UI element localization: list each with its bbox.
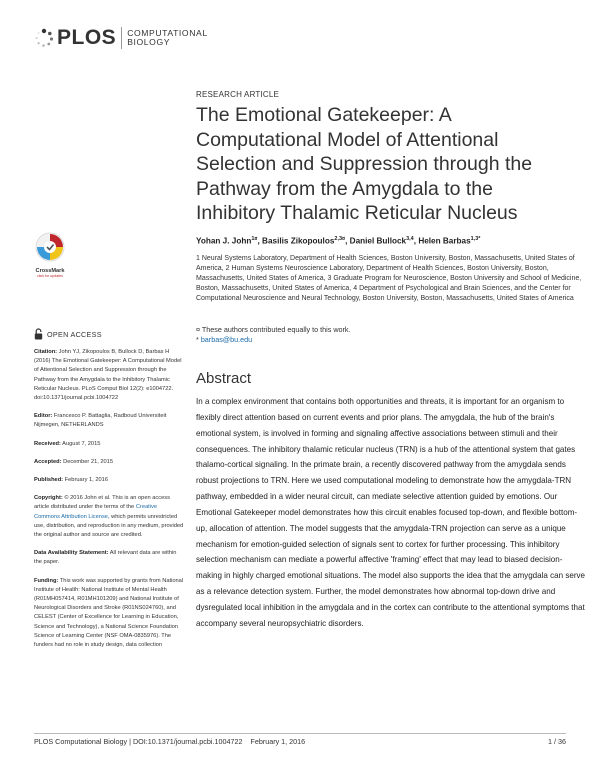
received-label: Received:: [34, 440, 61, 447]
citation-label: Citation:: [34, 349, 58, 355]
equal-contribution-note: ¤ These authors contributed equally to this work.: [196, 325, 351, 334]
data-availability-text: All relevant data are within the paper.: [34, 550, 177, 566]
editor-block: [34, 412, 184, 430]
plos-logo-icon: [34, 28, 54, 48]
copyright-block: [34, 494, 184, 540]
accepted-date: December 21, 2015: [63, 458, 114, 465]
affiliation-number: 4: [353, 285, 358, 292]
citation-block: [34, 348, 184, 403]
author-name: Yohan J. John: [196, 236, 252, 246]
published-block: [34, 476, 184, 485]
abstract-body: In a complex environment that contains both opportunities and threats, it is important for an organism to flexibly direct attention based on current events and prior plans. The amygdala, the hub of the brain's emotional system, is involved in forming and signaling affective associations between stimuli and their consequences. The inhibitory thalamic reticular nucleus (TRN) is a hub of the attentional system that gates thalamo-cortical signaling. In the primate brain, a recently discovered pathway from the amygdala sends robust projections to TRN. Here we used computational modeling to demonstrate how the amygdala-TRN pathway, embedded in a wider neural circuit, can mediate selective attention guided by emotions. Our Emotional Gatekeeper model demonstrates how this circuit enables focused top-down, and flexible bottom-up, allocation of attention. The model suggests that the amygdala-TRN projection can serve as a unique mechanism for emotion-guided selection of signals sent to cortex for further processing. This inhibitory selection mechanism can mediate a powerful affective 'framing' effect that may lead to biased decision-making in highly charged emotional situations. The model also supports the idea that the amygdala can serve as a relevance detection system. Further, the model demonstrates how abnormal top-down drive and dysregulated local inhibition in the amygdala and in the cortex can contribute to the attentional symptoms that accompany several neuropsychiatric disorders.: [196, 397, 586, 628]
corresponding-marker: *: [196, 335, 199, 344]
affiliation-number: 3: [327, 275, 332, 282]
article-type: RESEARCH ARTICLE: [196, 90, 280, 99]
journal-logo[interactable]: [34, 25, 208, 51]
page-footer: [34, 737, 566, 746]
crossmark-badge[interactable]: [34, 232, 66, 278]
author-name: Daniel Bullock: [349, 236, 407, 246]
funding-block: [34, 577, 184, 651]
crossmark-icon: [35, 232, 65, 262]
author-notes: [196, 325, 586, 345]
accepted-label: Accepted:: [34, 458, 62, 465]
data-availability-label: Data Availability Statement:: [34, 550, 109, 557]
author-affiliation-marker: 1,3*: [470, 236, 481, 242]
affiliation-number: 2: [225, 265, 230, 272]
affiliation-text: Neural Systems Laboratory, Department of Health Sciences, Boston University, Boston, Massachusetts, United States of America,: [196, 255, 575, 272]
footer-divider: [34, 733, 566, 734]
author-affiliation-marker: 3,4: [406, 236, 414, 242]
received-date: August 7, 2015: [62, 440, 101, 447]
published-date: February 1, 2016: [64, 477, 108, 484]
page-number: 1 / 36: [548, 737, 566, 746]
funding-label: Funding:: [34, 577, 59, 584]
journal-name-line2: BIOLOGY: [127, 37, 171, 47]
copyright-label: Copyright:: [34, 495, 63, 502]
author-affiliation-marker: 2,3¤: [334, 236, 346, 242]
editor-label: Editor:: [34, 413, 53, 420]
published-label: Published:: [34, 477, 64, 484]
logo-divider: [121, 27, 122, 49]
received-block: [34, 440, 184, 449]
footer-citation: PLOS Computational Biology | DOI:10.1371/journal.pcbi.1004722 February 1, 2016: [34, 737, 306, 746]
editor-text: Francesco P. Battaglia, Radboud Universiteit Nijmegen, NETHERLANDS: [34, 413, 167, 429]
abstract-heading: Abstract: [196, 370, 252, 387]
author-list: Yohan J. John$^{1¤}$, Basilis Zikopoulos$^{2,3¤}$, Daniel Bullock$^{3,4}$, Helen Barbas$^{1,3*}$: [196, 236, 481, 246]
license-link[interactable]: Creative Commons Attribution License: [34, 504, 157, 520]
journal-name-line1: COMPUTATIONAL: [127, 27, 208, 38]
data-availability-block: [34, 549, 184, 567]
author-name: Helen Barbas: [418, 236, 471, 246]
author-name: Basilis Zikopoulos: [262, 236, 335, 246]
affiliation-text: Human Systems Neuroscience Laboratory, Department of Health Sciences, Boston University, Boston, Massachusetts, United States of America,: [196, 265, 549, 282]
accepted-block: [34, 458, 184, 467]
crossmark-label: CrossMark: [35, 268, 65, 274]
affiliation-number: 1: [196, 255, 200, 262]
affiliations: [196, 254, 588, 304]
affiliation-text: Department of Psychological and Brain Sciences, and the Center for Computational Neuroscience and Neural Technology, Boston University, Boston, Massachusetts, United States of America: [196, 285, 574, 302]
funding-text: This work was supported by grants from National Institute of Health: National Institute of Mental Health (R01MH057414, R01MH101209) and National Institute of Neurological Disorders and Stroke (R01NS024760), and CELEST (Center of Excellence for Learning in Education, Science and Technology), a National Science Foundation Science of Learning Center (NSF OMA-0835976). The funders had no role in study design, data collection: [34, 577, 184, 649]
affiliation-text: Graduate Program for Neuroscience, Boston University and School of Medicine, Boston, Massachusetts, United States of America,: [196, 275, 582, 292]
open-access-badge: [34, 328, 184, 340]
copyright-text: © 2016 John et al. This is an open access article distributed under the terms of the: [34, 495, 170, 511]
copyright-text-continued: , which permits unrestricted use, distribution, and reproduction in any medium, provided the original author and source are credited.: [34, 513, 184, 539]
article-title: The Emotional Gatekeeper: A Computational Model of Attentional Selection and Suppression through the Pathway from the Amygdala to the Inhibitory Thalamic Reticular Nucleus: [196, 104, 533, 225]
corresponding-email-link[interactable]: barbas@bu.edu: [200, 335, 253, 344]
journal-brand: PLOS: [57, 26, 117, 49]
citation-text: John YJ, Zikopoulos B, Bullock D, Barbas H (2016) The Emotional Gatekeeper: A Computational Model of Attentional Selection and Suppression through the Pathway from the Amygdala to the Inhibitory Thalamic Reticular Nucleus. PLoS Comput Biol 12(2): e1004722. doi:10.1371/journal.pcbi.1004722: [34, 349, 182, 402]
open-access-label: OPEN ACCESS: [47, 329, 102, 339]
open-lock-icon: [34, 328, 43, 340]
corresponding-email-line: [196, 335, 586, 345]
article-sidebar: [34, 328, 184, 659]
crossmark-sublabel: click for updates: [37, 274, 63, 278]
author-affiliation-marker: 1¤: [251, 236, 258, 242]
journal-name: [127, 29, 208, 48]
